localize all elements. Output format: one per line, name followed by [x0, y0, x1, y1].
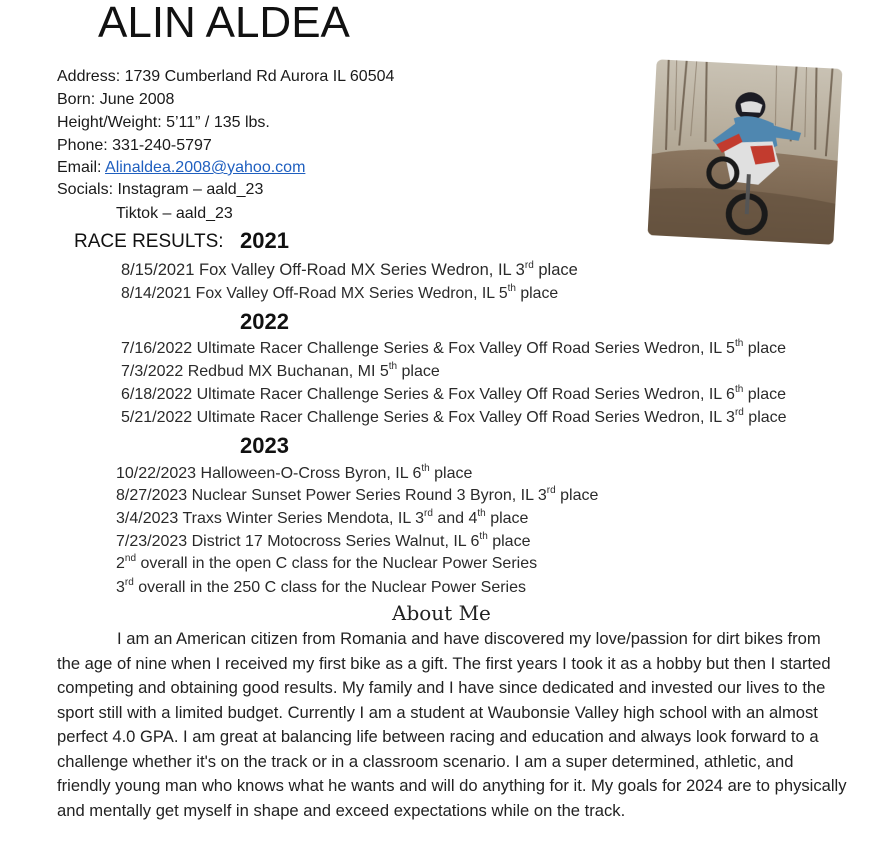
- race-results-title: RACE RESULTS:: [74, 231, 224, 252]
- result-item: 3/4/2023 Traxs Winter Series Mendota, IL 3rd and 4th place: [116, 507, 529, 527]
- year-heading-2023: 2023: [240, 433, 289, 458]
- result-item: 8/27/2023 Nuclear Sunset Power Series Round 3 Byron, IL 3rd place: [116, 484, 599, 504]
- year-heading-2021: 2021: [240, 228, 289, 253]
- born-line: Born: June 2008: [57, 91, 175, 108]
- email-label: Email:: [57, 159, 106, 176]
- result-item: 2nd overall in the open C class for the Nuclear Power Series: [116, 552, 538, 572]
- result-item: 6/18/2022 Ultimate Racer Challenge Series & Fox Valley Off Road Series Wedron, IL 6th place: [121, 383, 786, 403]
- result-item: 7/23/2023 District 17 Motocross Series Walnut, IL 6th place: [116, 530, 531, 550]
- address-line: Address: 1739 Cumberland Rd Aurora IL 60504: [57, 68, 395, 85]
- email-link[interactable]: Alinaldea.2008@yahoo.com: [105, 159, 306, 176]
- about-me-section: [57, 627, 847, 823]
- result-item: 10/22/2023 Halloween-O-Cross Byron, IL 6th place: [116, 462, 473, 482]
- height-weight-line: Height/Weight: 5’11” / 135 lbs.: [57, 114, 270, 131]
- result-item: 7/16/2022 Ultimate Racer Challenge Series & Fox Valley Off Road Series Wedron, IL 5th place: [121, 337, 786, 357]
- tiktok-line: Tiktok – aald_23: [116, 205, 233, 222]
- phone-line: Phone: 331-240-5797: [57, 137, 212, 154]
- result-item: 8/14/2021 Fox Valley Off-Road MX Series Wedron, IL 5th place: [121, 282, 559, 302]
- result-item: 5/21/2022 Ultimate Racer Challenge Series & Fox Valley Off Road Series Wedron, IL 3rd place: [121, 406, 787, 426]
- result-item: 7/3/2022 Redbud MX Buchanan, MI 5th place: [121, 360, 440, 380]
- result-item: 8/15/2021 Fox Valley Off-Road MX Series Wedron, IL 3rd place: [121, 259, 578, 279]
- email-line: [57, 157, 305, 179]
- about-me-heading: About Me: [392, 601, 491, 625]
- socials-line: Socials: Instagram – aald_23: [57, 181, 264, 198]
- resume-name: ALIN ALDEA: [98, 0, 350, 47]
- result-item: 3rd overall in the 250 C class for the Nuclear Power Series: [116, 576, 526, 596]
- about-me-paragraph: I am an American citizen from Romania and have discovered my love/passion for dirt bikes from the age of nine when I received my first bike as a gift. The first years I took it as a hobby but then I started competing and obtaining good results. My family and I have since dedicated and invested our lives to the sport still with a limited budget. Currently I am a student at Waubonsie Valley high school with an almost perfect 4.0 GPA. I am great at balancing life between racing and education and always look forward to a challenge whether it's on the track or in a classroom scenario. I am a super determined, athletic, and friendly young man who knows what he wants and will do anything for it. My goals for 2024 are to physically and mentally get myself in shape and exceed expectations while on the track.: [57, 629, 847, 820]
- motocross-rider-photo: [648, 59, 843, 244]
- year-heading-2022: 2022: [240, 309, 289, 334]
